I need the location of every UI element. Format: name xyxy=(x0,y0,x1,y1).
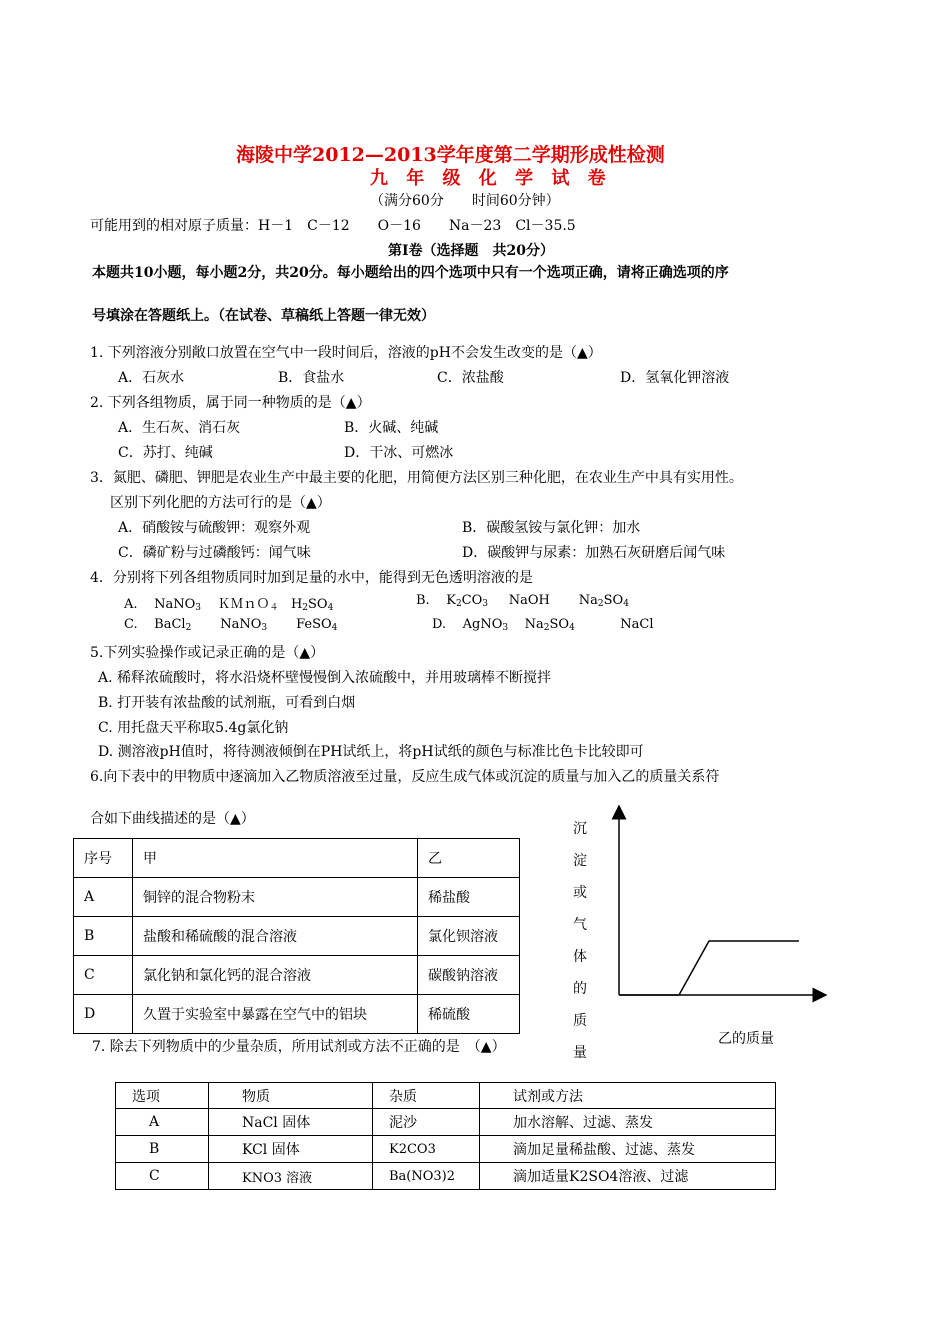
question-3-option-d: D．碳酸钾与尿素：加熟石灰研磨后闻气味 xyxy=(462,545,726,561)
table-cell: KCl 固体 xyxy=(209,1136,373,1163)
formula: ＫＭｎＯ$_4$ xyxy=(217,597,279,613)
table-cell: 加水溶解、过滤、蒸发 xyxy=(480,1109,776,1136)
table-cell: C xyxy=(74,956,133,995)
question-7-table xyxy=(115,1082,776,1190)
table-cell: 滴加足量稀盐酸、过滤、蒸发 xyxy=(480,1136,776,1163)
question-1-option-c: C．浓盐酸 xyxy=(437,370,504,386)
question-3-stem-line2: 区别下列化肥的方法可行的是（▲） xyxy=(110,495,331,511)
question-1-option-b: B．食盐水 xyxy=(278,370,345,386)
table-cell: 盐酸和稀硫酸的混合溶液 xyxy=(133,917,418,956)
table-cell: NaCl 固体 xyxy=(209,1109,373,1136)
exam-subtitle: 九 年 级 化 学 试 卷 xyxy=(370,168,612,189)
table-header: 物质 xyxy=(209,1083,373,1109)
question-4-option-b xyxy=(416,593,629,609)
table-row xyxy=(74,956,520,995)
question-7-stem: 7. 除去下列物质中的少量杂质，所用试剂或方法不正确的是 （▲） xyxy=(92,1039,506,1055)
formula: NaOH xyxy=(508,593,550,608)
table-cell: A xyxy=(116,1109,209,1136)
question-2-option-c: C．苏打、纯碱 xyxy=(118,445,213,461)
table-cell: 泥沙 xyxy=(373,1109,480,1136)
table-row xyxy=(74,878,520,917)
question-5-option-d: D. 测溶液pH值时，将待测液倾倒在PH试纸上，将pH试纸的颜色与标准比色卡比较即可 xyxy=(98,744,644,760)
formula: FeSO$_4$ xyxy=(296,617,338,633)
table-header: 甲 xyxy=(133,839,418,878)
question-6-table xyxy=(73,838,520,1034)
table-cell: 碳酸钠溶液 xyxy=(418,956,520,995)
chart-y-label-char: 体 xyxy=(573,949,587,965)
formula: $Na_2SO_4$ xyxy=(578,593,629,609)
option-label: B. xyxy=(416,593,430,608)
formula: AgNO$_3$ xyxy=(462,617,509,633)
formula: NaCl xyxy=(620,617,654,632)
question-5-option-c: C. 用托盘天平称取5.4g氯化钠 xyxy=(98,720,289,736)
question-3-stem: 3．氮肥、磷肥、钾肥是农业生产中最主要的化肥，用简便方法区别三种化肥，在农业生产中具有实用性。 xyxy=(90,470,743,486)
chart-y-label-char: 质 xyxy=(573,1013,587,1029)
table-cell: 稀盐酸 xyxy=(418,878,520,917)
table-cell: Ba(NO3)2 xyxy=(373,1163,480,1190)
table-cell: D xyxy=(74,995,133,1034)
option-label: C. xyxy=(124,617,138,632)
table-cell: 滴加适量K2SO4溶液、过滤 xyxy=(480,1163,776,1190)
instructions-part-b: 选项正确，请将正确选项的序 xyxy=(546,265,729,281)
question-1-option-d: D．氢氧化钾溶液 xyxy=(620,370,730,386)
chart-y-label-char: 沉 xyxy=(573,821,587,837)
question-1-option-a: A．石灰水 xyxy=(118,370,185,386)
table-header: 试剂或方法 xyxy=(480,1083,776,1109)
table-cell: 氯化钡溶液 xyxy=(418,917,520,956)
question-5-option-a: A. 稀释浓硫酸时，将水沿烧杯壁慢慢倒入浓硫酸中，并用玻璃棒不断搅拌 xyxy=(98,670,552,686)
question-5-stem: 5.下列实验操作或记录正确的是（▲） xyxy=(90,645,325,661)
table-header: 杂质 xyxy=(373,1083,480,1109)
section-title: 第Ⅰ卷（选择题 共20分） xyxy=(388,243,555,259)
atomic-masses: 可能用到的相对原子质量：H－1 C－12 O－16 Na－23 Cl－35.5 xyxy=(90,218,576,234)
formula: $Na_2SO_4$ xyxy=(524,617,575,633)
table-cell: C xyxy=(116,1163,209,1190)
table-cell: 稀硫酸 xyxy=(418,995,520,1034)
formula: NaNO$_3$ xyxy=(220,617,268,633)
question-3-option-a: A．硝酸铵与硫酸钾：观察外观 xyxy=(118,520,311,536)
question-6-chart xyxy=(560,800,860,1060)
table-row xyxy=(74,917,520,956)
table-row xyxy=(74,995,520,1034)
question-4-stem: 4．分别将下列各组物质同时加到足量的水中，能得到无色透明溶液的是 xyxy=(90,570,533,586)
exam-title: 海陵中学2012—2013学年度第二学期形成性检测 xyxy=(236,144,665,166)
table-header: 乙 xyxy=(418,839,520,878)
question-6-stem-line2: 合如下曲线描述的是（▲） xyxy=(90,811,255,827)
question-2-option-b: B．火碱、纯碱 xyxy=(344,420,439,436)
section-instructions-line2: 号填涂在答题纸上。（在试卷、草稿纸上答题一律无效） xyxy=(92,308,435,324)
table-cell: 久置于实验室中暴露在空气中的铝块 xyxy=(133,995,418,1034)
chart-y-label-char: 或 xyxy=(573,885,587,901)
instructions-part-a: 本题共10小题，每小题2分，共20分。每小题给出的四个选项中 xyxy=(92,265,491,281)
chart-y-label-char: 的 xyxy=(573,981,587,997)
formula: $K_2CO_3$ xyxy=(446,593,489,609)
question-4-option-d xyxy=(432,617,654,633)
option-label: D. xyxy=(432,617,447,632)
question-3-option-c: C．磷矿粉与过磷酸钙：闻气味 xyxy=(118,545,311,561)
chart-series-curve xyxy=(619,941,799,995)
formula: NaNO$_3$ xyxy=(154,597,201,613)
question-2-option-a: A．生石灰、消石灰 xyxy=(118,420,241,436)
question-6-stem: 6.向下表中的甲物质中逐滴加入乙物质溶液至过量，反应生成气体或沉淀的质量与加入乙的质量关系符 xyxy=(90,769,720,785)
option-label: A. xyxy=(124,597,138,612)
question-4-option-c xyxy=(124,617,337,633)
exam-meta: （满分60分 时间60分钟） xyxy=(370,193,560,209)
table-cell: B xyxy=(74,917,133,956)
table-row xyxy=(116,1163,776,1190)
table-cell: A xyxy=(74,878,133,917)
question-1-stem: 1. 下列溶液分别敞口放置在空气中一段时间后，溶液的pH不会发生改变的是（▲） xyxy=(90,345,602,361)
table-cell: K2CO3 xyxy=(373,1136,480,1163)
formula: $H_2SO_4$ xyxy=(290,597,334,613)
question-2-option-d: D．干冰、可燃冰 xyxy=(344,445,454,461)
question-2-stem: 2. 下列各组物质，属于同一种物质的是（▲） xyxy=(90,395,371,411)
chart-x-label: 乙的质量 xyxy=(718,1031,774,1047)
table-row xyxy=(116,1109,776,1136)
chart-y-label-char: 淀 xyxy=(573,853,587,869)
chart-y-label-char: 量 xyxy=(573,1045,587,1060)
table-header: 选项 xyxy=(116,1083,209,1109)
chart-y-label-char: 气 xyxy=(573,917,587,933)
table-cell: 铜锌的混合物粉末 xyxy=(133,878,418,917)
table-cell: KNO3 溶液 xyxy=(209,1163,373,1190)
question-5-option-b: B. 打开装有浓盐酸的试剂瓶，可看到白烟 xyxy=(98,695,356,711)
formula: BaCl$_2$ xyxy=(154,617,192,633)
instructions-emphasis: 只有一个 xyxy=(490,265,547,281)
table-header: 序号 xyxy=(74,839,133,878)
table-row xyxy=(116,1136,776,1163)
question-3-option-b: B．碳酸氢铵与氯化钾：加水 xyxy=(462,520,641,536)
table-cell: 氯化钠和氯化钙的混合溶液 xyxy=(133,956,418,995)
section-instructions xyxy=(92,262,729,282)
question-4-option-a xyxy=(124,593,333,613)
table-cell: B xyxy=(116,1136,209,1163)
